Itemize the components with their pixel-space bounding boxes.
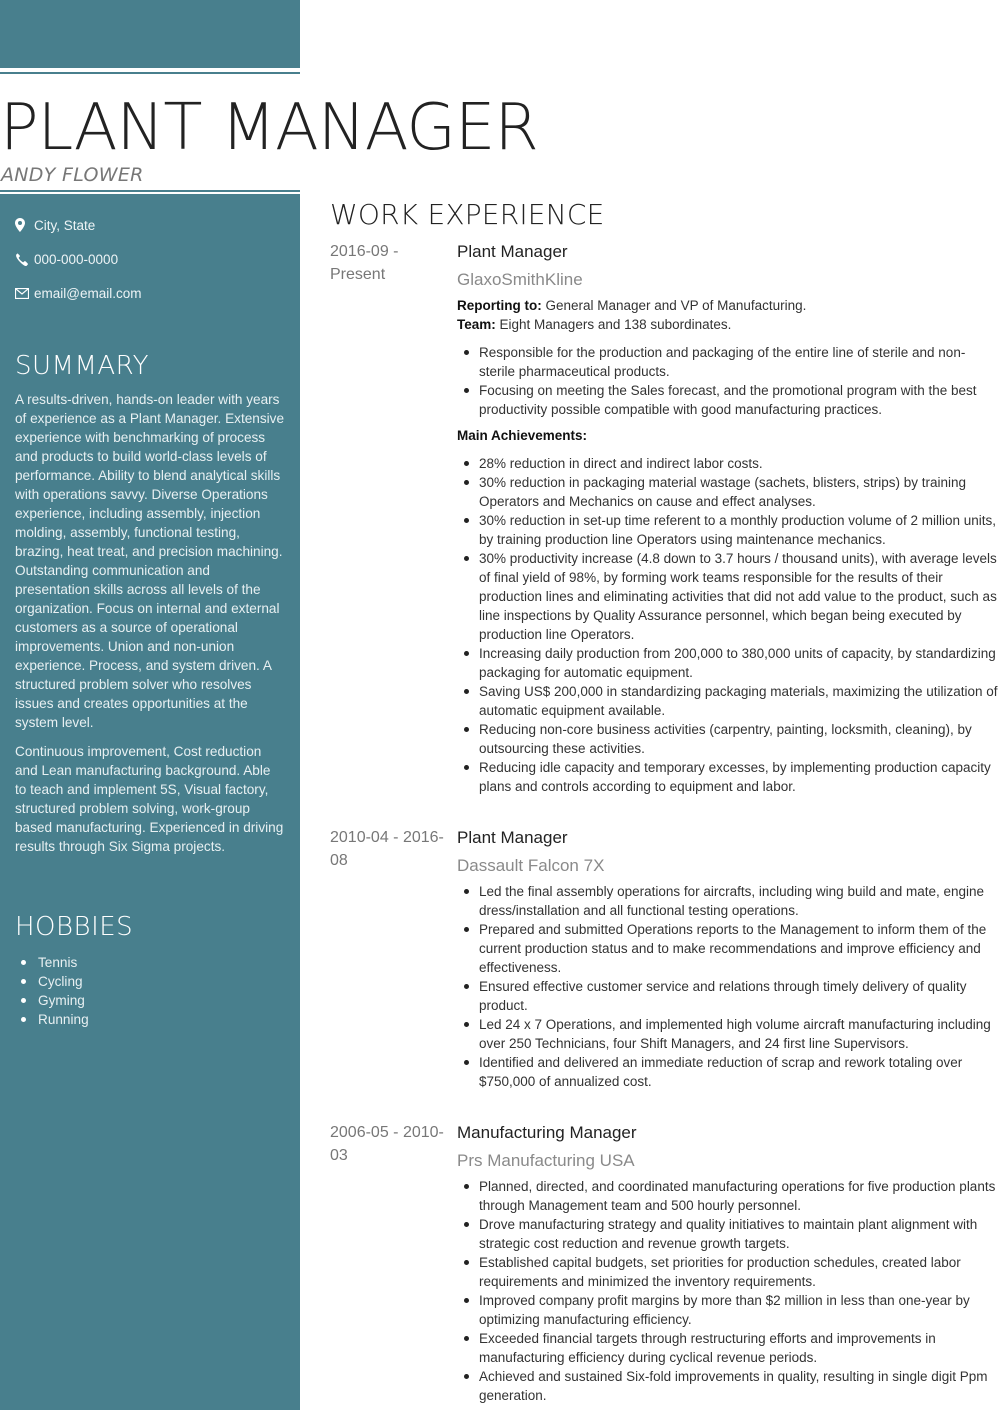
achievement-item: Reducing non-core business activities (carpentry, painting, locksmith, cleaning), by outsourcing these activities. bbox=[457, 720, 1000, 758]
summary-paragraph: Continuous improvement, Cost reduction and Lean manufacturing background. Able to teach and implement 5S, Visual factory, structured problem solving, work-group based manufacturing. Experienced in driving results through Six Sigma projects. bbox=[15, 744, 284, 854]
hobby-item: Running bbox=[21, 1010, 285, 1029]
reporting-value: General Manager and VP of Manufacturing. bbox=[541, 298, 807, 313]
contact-location bbox=[15, 208, 285, 242]
job-body bbox=[457, 240, 1000, 796]
hobby-item: Cycling bbox=[21, 972, 285, 991]
job-date: 2010-04 - 2016-08 bbox=[330, 829, 444, 869]
summary-paragraph: A results-driven, hands-on leader with years of experience as a Plant Manager. Extensive experience with benchmarking of process and products to build world-class levels of performance. Ability to blend analytical skills with operations savvy. Diverse Operations experience, including assembly, injection molding, assembly, functional testing, brazing, heat treat, and precision machining. Outstanding communication and presentation skills across all levels of the organization. Focus on internal and external customers as a source of operational improvements. Union and non-union experience. Process, and system driven. A structured problem solver who resolves issues and creates opportunities at the system level. bbox=[15, 392, 285, 730]
job-date: 2006-05 - 2010-03 bbox=[330, 1124, 444, 1164]
job-entry bbox=[330, 240, 1000, 796]
duty-item: Ensured effective customer service and relations through timely delivery of quality product. bbox=[457, 977, 1000, 1015]
job-duties-list bbox=[457, 882, 1000, 1091]
duty-item: Established capital budgets, set priorities for production schedules, created labor requirements and minimized the inventory requirements. bbox=[457, 1253, 1000, 1291]
achievement-item: Saving US$ 200,000 in standardizing packaging materials, maximizing the utilization of automatic equipment available. bbox=[457, 682, 1000, 720]
achievement-item: 30% reduction in set-up time referent to a monthly production volume of 2 million units, by training production line Operators using maintenance mechanics. bbox=[457, 511, 1000, 549]
job-team-line bbox=[457, 315, 1000, 334]
job-company: Dassault Falcon 7X bbox=[457, 856, 605, 875]
envelope-icon bbox=[15, 288, 34, 299]
job-role: Plant Manager bbox=[457, 242, 568, 261]
summary-heading: SUMMARY bbox=[15, 351, 149, 381]
hobbies-heading: HOBBIES bbox=[15, 912, 134, 942]
duty-item: Achieved and sustained Six-fold improvements in quality, resulting in single digit Ppm generation. bbox=[457, 1367, 1000, 1405]
header-color-band bbox=[0, 0, 300, 68]
contact-phone-text: 000-000-0000 bbox=[34, 251, 119, 267]
team-value: Eight Managers and 138 subordinates. bbox=[495, 317, 732, 332]
contact-email bbox=[15, 276, 285, 310]
job-entry bbox=[330, 826, 1000, 1091]
duty-item: Drove manufacturing strategy and quality initiatives to maintain plant alignment with strategic cost reduction and revenue growth targets. bbox=[457, 1215, 1000, 1253]
job-duties-list bbox=[457, 343, 1000, 419]
duty-item: Responsible for the production and packaging of the entire line of sterile and non-sterile pharmaceutical products. bbox=[457, 343, 1000, 381]
resume-job-title: PLANT MANAGER bbox=[0, 91, 538, 165]
map-marker-icon bbox=[15, 218, 34, 232]
job-role: Manufacturing Manager bbox=[457, 1123, 637, 1142]
contact-email-text: email@email.com bbox=[34, 285, 142, 301]
contact-location-text: City, State bbox=[34, 217, 96, 233]
achievements-heading: Main Achievements: bbox=[457, 428, 588, 443]
header-divider-bottom bbox=[0, 190, 300, 192]
main-content bbox=[330, 196, 1000, 1405]
duty-item: Focusing on meeting the Sales forecast, and the promotional program with the best productivity possible compatible with good manufacturing practices. bbox=[457, 381, 1000, 419]
duty-item: Led 24 x 7 Operations, and implemented high volume aircraft manufacturing including over 250 Technicians, four Shift Managers, and 24 first line Supervisors. bbox=[457, 1015, 1000, 1053]
duty-item: Exceeded financial targets through restructuring efforts and improvements in manufacturing efficiency during cyclical revenue periods. bbox=[457, 1329, 1000, 1367]
job-date: 2016-09 - Present bbox=[330, 243, 399, 283]
sidebar bbox=[0, 194, 300, 1410]
reporting-label: Reporting to: bbox=[457, 298, 542, 313]
phone-icon bbox=[15, 253, 34, 266]
job-role: Plant Manager bbox=[457, 828, 568, 847]
duty-item: Led the final assembly operations for aircrafts, including wing build and mate, engine dress/installation and all functional testing operations. bbox=[457, 882, 1000, 920]
header-divider-top bbox=[0, 72, 300, 74]
job-duties-list bbox=[457, 1177, 1000, 1405]
achievements-list bbox=[457, 454, 1000, 796]
job-reporting-line bbox=[457, 296, 1000, 315]
hobby-item: Tennis bbox=[21, 953, 285, 972]
job-body bbox=[457, 1121, 1000, 1405]
duty-item: Identified and delivered an immediate reduction of scrap and rework totaling over $750,000 of annualized cost. bbox=[457, 1053, 1000, 1091]
hobbies-list bbox=[15, 953, 285, 1029]
contact-phone bbox=[15, 242, 285, 276]
achievement-item: 28% reduction in direct and indirect labor costs. bbox=[457, 454, 1000, 473]
hobby-item: Gyming bbox=[21, 991, 285, 1010]
duty-item: Improved company profit margins by more than $2 million in less than one-year by optimizing manufacturing efficiency. bbox=[457, 1291, 1000, 1329]
team-label: Team: bbox=[457, 317, 496, 332]
resume-person-name: ANDY FLOWER bbox=[1, 164, 144, 186]
achievement-item: 30% reduction in packaging material wastage (sachets, blisters, strips) by training Operators and Mechanics on cause and effect analyses. bbox=[457, 473, 1000, 511]
duty-item: Prepared and submitted Operations reports to the Management to inform them of the current production status and to make recommendations and improve efficiency and effectiveness. bbox=[457, 920, 1000, 977]
duty-item: Planned, directed, and coordinated manufacturing operations for five production plants through Management team and 500 hourly personnel. bbox=[457, 1177, 1000, 1215]
job-entry bbox=[330, 1121, 1000, 1405]
job-company: Prs Manufacturing USA bbox=[457, 1151, 635, 1170]
job-company: GlaxoSmithKline bbox=[457, 270, 583, 289]
work-experience-heading: WORK EXPERIENCE bbox=[330, 198, 605, 231]
achievement-item: Increasing daily production from 200,000 to 380,000 units of capacity, by standardizing packaging for automatic equipment. bbox=[457, 644, 1000, 682]
achievement-item: 30% productivity increase (4.8 down to 3.7 hours / thousand units), with average levels of final yield of 98%, by forming work teams responsible for the results of their production lines and eliminating activities that did not add value to the product, such as line inspections by Quality Assurance personnel, which began being executed by production line Operators. bbox=[457, 549, 1000, 644]
achievement-item: Reducing idle capacity and temporary excesses, by implementing production capacity plans and controls according to equipment and labor. bbox=[457, 758, 1000, 796]
job-body bbox=[457, 826, 1000, 1091]
